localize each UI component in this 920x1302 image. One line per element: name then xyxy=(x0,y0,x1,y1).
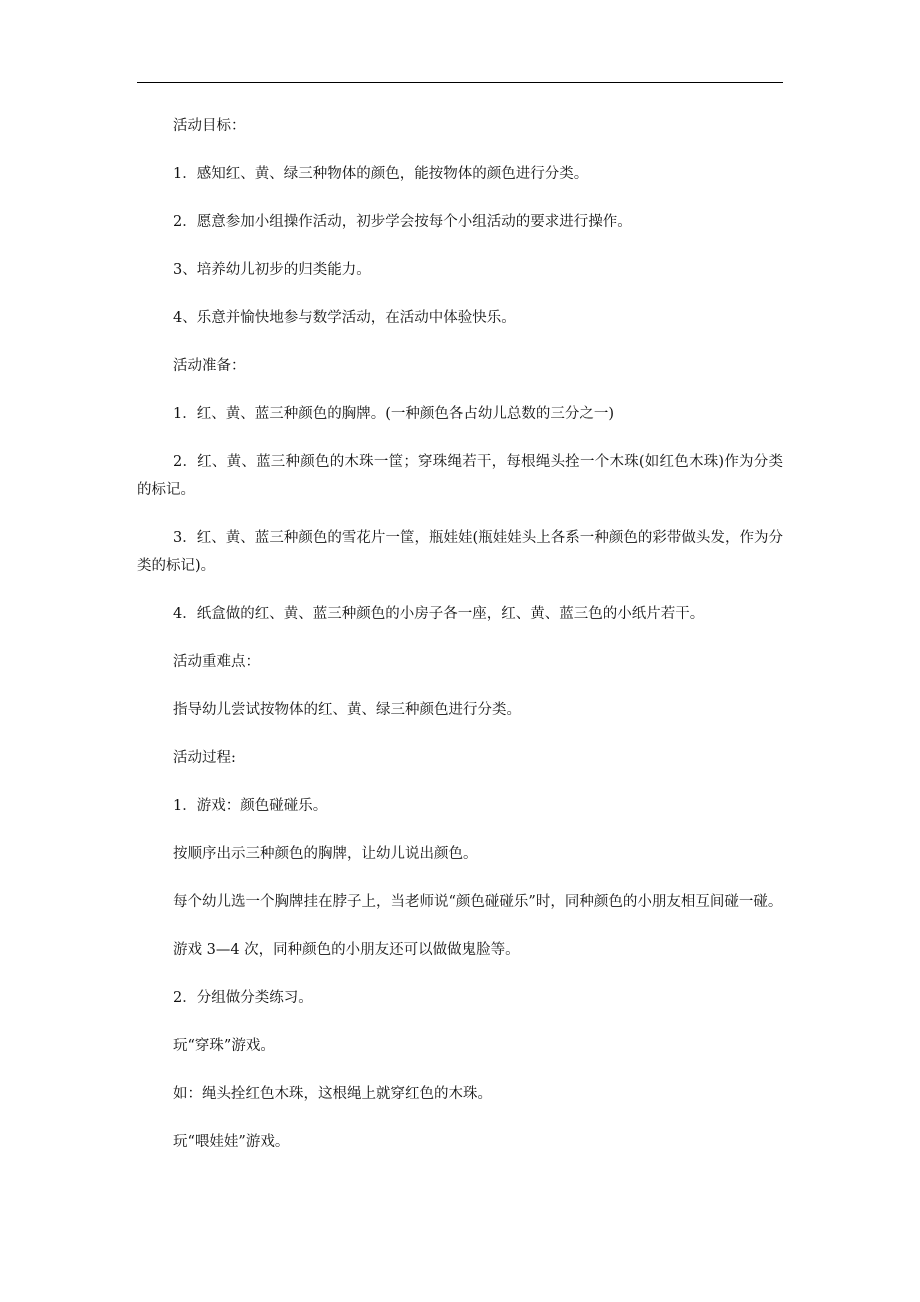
process-step-2: 2．分组做分类练习。 xyxy=(173,990,313,1006)
goal-item-1: 1．感知红、黄、绿三种物体的颜色，能按物体的颜色进行分类。 xyxy=(173,166,589,182)
goal-item-3: 3、培养幼儿初步的归类能力。 xyxy=(173,262,371,278)
heading-key-points: 活动重难点： xyxy=(173,654,260,670)
heading-goals: 活动目标： xyxy=(173,118,246,134)
process-step-1: 1．游戏：颜色碰碰乐。 xyxy=(173,798,328,814)
goal-item-4: 4、乐意并愉快地参与数学活动，在活动中体验快乐。 xyxy=(173,310,516,326)
process-step-1-detail-c: 游戏 3—4 次，同种颜色的小朋友还可以做做鬼脸等。 xyxy=(173,942,520,958)
process-step-2-game-beads: 玩“穿珠”游戏。 xyxy=(173,1038,275,1054)
process-step-1-detail-a: 按顺序出示三种颜色的胸牌，让幼儿说出颜色。 xyxy=(173,846,478,862)
key-point-text: 指导幼儿尝试按物体的红、黄、绿三种颜色进行分类。 xyxy=(173,702,521,718)
preparation-item-1: 1．红、黄、蓝三种颜色的胸牌。(一种颜色各占幼儿总数的三分之一) xyxy=(173,406,615,422)
process-step-1-detail-b: 每个幼儿选一个胸牌挂在脖子上，当老师说“颜色碰碰乐”时，同种颜色的小朋友相互间碰一碰。 xyxy=(173,894,783,910)
document-body xyxy=(137,112,783,1176)
preparation-item-3: 3．红、黄、蓝三种颜色的雪花片一筐，瓶娃娃(瓶娃娃头上各系一种颜色的彩带做头发，作为分类的标记)。 xyxy=(137,530,783,574)
heading-process: 活动过程: xyxy=(173,750,236,766)
goal-item-2: 2．愿意参加小组操作活动，初步学会按每个小组活动的要求进行操作。 xyxy=(173,214,632,230)
process-step-2-game-feeding: 玩“喂娃娃”游戏。 xyxy=(173,1134,290,1150)
heading-preparation: 活动准备： xyxy=(173,358,246,374)
preparation-item-4: 4．纸盒做的红、黄、蓝三种颜色的小房子各一座，红、黄、蓝三色的小纸片若干。 xyxy=(173,606,705,622)
preparation-item-2: 2．红、黄、蓝三种颜色的木珠一筐；穿珠绳若干，每根绳头拴一个木珠(如红色木珠)作为分类的标记。 xyxy=(137,454,783,498)
header-rule xyxy=(137,82,783,83)
process-step-2-example: 如：绳头拴红色木珠，这根绳上就穿红色的木珠。 xyxy=(173,1086,492,1102)
